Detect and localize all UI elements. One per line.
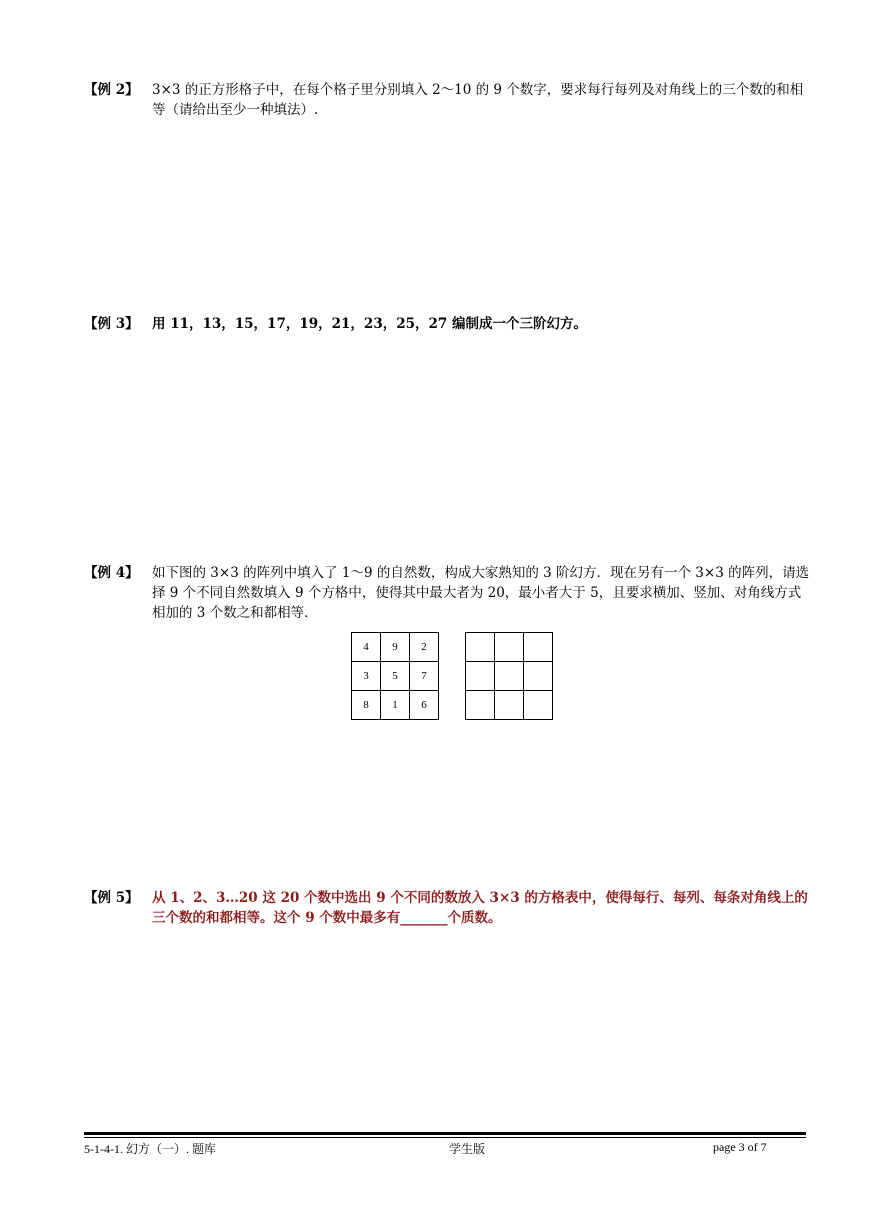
grid-cell: 9 <box>381 633 410 662</box>
table-row <box>466 691 553 720</box>
empty-cell <box>495 691 524 720</box>
example-text: 如下图的 3×3 的阵列中填入了 1～9 的自然数，构成大家熟知的 3 阶幻方．现在另有一个 3×3 的阵列，请选择 9 个不同自然数填入 9 个方格中，使得其中最大者为 20，最小者大于 5，且要求横加、竖加、对角线方式相加的 3 个数之和都相等． <box>152 565 810 621</box>
empty-cell <box>524 691 553 720</box>
example-tag: 【例 5】 <box>84 890 139 906</box>
empty-cell <box>495 662 524 691</box>
footer-page-number: page 3 of 7 <box>713 1140 767 1154</box>
footer-left: 5-1-4-1. 幻方（一）. 题库 <box>84 1142 216 1156</box>
grid-cell: 5 <box>381 662 410 691</box>
example-4 <box>84 563 810 623</box>
example-tag: 【例 4】 <box>84 565 139 581</box>
grid-cell: 1 <box>381 691 410 720</box>
footer-rule <box>84 1132 806 1135</box>
empty-grid <box>465 632 553 720</box>
example-text: 从 1、2、3…20 这 20 个数中选出 9 个不同的数放入 3×3 的方格表中，使得每行、每列、每条对角线上的三个数的和都相等。这个 9 个数中最多有_______个质数。 <box>152 890 808 926</box>
grid-cell: 3 <box>352 662 381 691</box>
table-row <box>466 662 553 691</box>
grid-cell: 2 <box>410 633 439 662</box>
grid-cell: 6 <box>410 691 439 720</box>
table-row <box>466 633 553 662</box>
example-tag: 【例 2】 <box>84 82 139 98</box>
empty-cell <box>495 633 524 662</box>
table-row <box>352 662 439 691</box>
example-5 <box>84 888 810 928</box>
empty-cell <box>466 691 495 720</box>
magic-square-grid <box>351 632 439 720</box>
grid-cell: 7 <box>410 662 439 691</box>
example-3 <box>84 314 810 334</box>
table-row <box>352 633 439 662</box>
empty-cell <box>466 662 495 691</box>
example-text: 3×3 的正方形格子中，在每个格子里分别填入 2～10 的 9 个数字，要求每行每列及对角线上的三个数的和相等（请给出至少一种填法）. <box>152 82 804 118</box>
empty-cell <box>524 662 553 691</box>
example-tag: 【例 3】 <box>84 316 139 332</box>
table-row <box>352 691 439 720</box>
footer-center: 学生版 <box>449 1142 486 1156</box>
empty-cell <box>524 633 553 662</box>
grid-cell: 8 <box>352 691 381 720</box>
grid-cell: 4 <box>352 633 381 662</box>
example-text: 用 11，13，15，17，19，21，23，25，27 编制成一个三阶幻方。 <box>152 316 587 332</box>
footer-rule-thin <box>84 1137 806 1138</box>
empty-cell <box>466 633 495 662</box>
example-2 <box>84 80 810 120</box>
